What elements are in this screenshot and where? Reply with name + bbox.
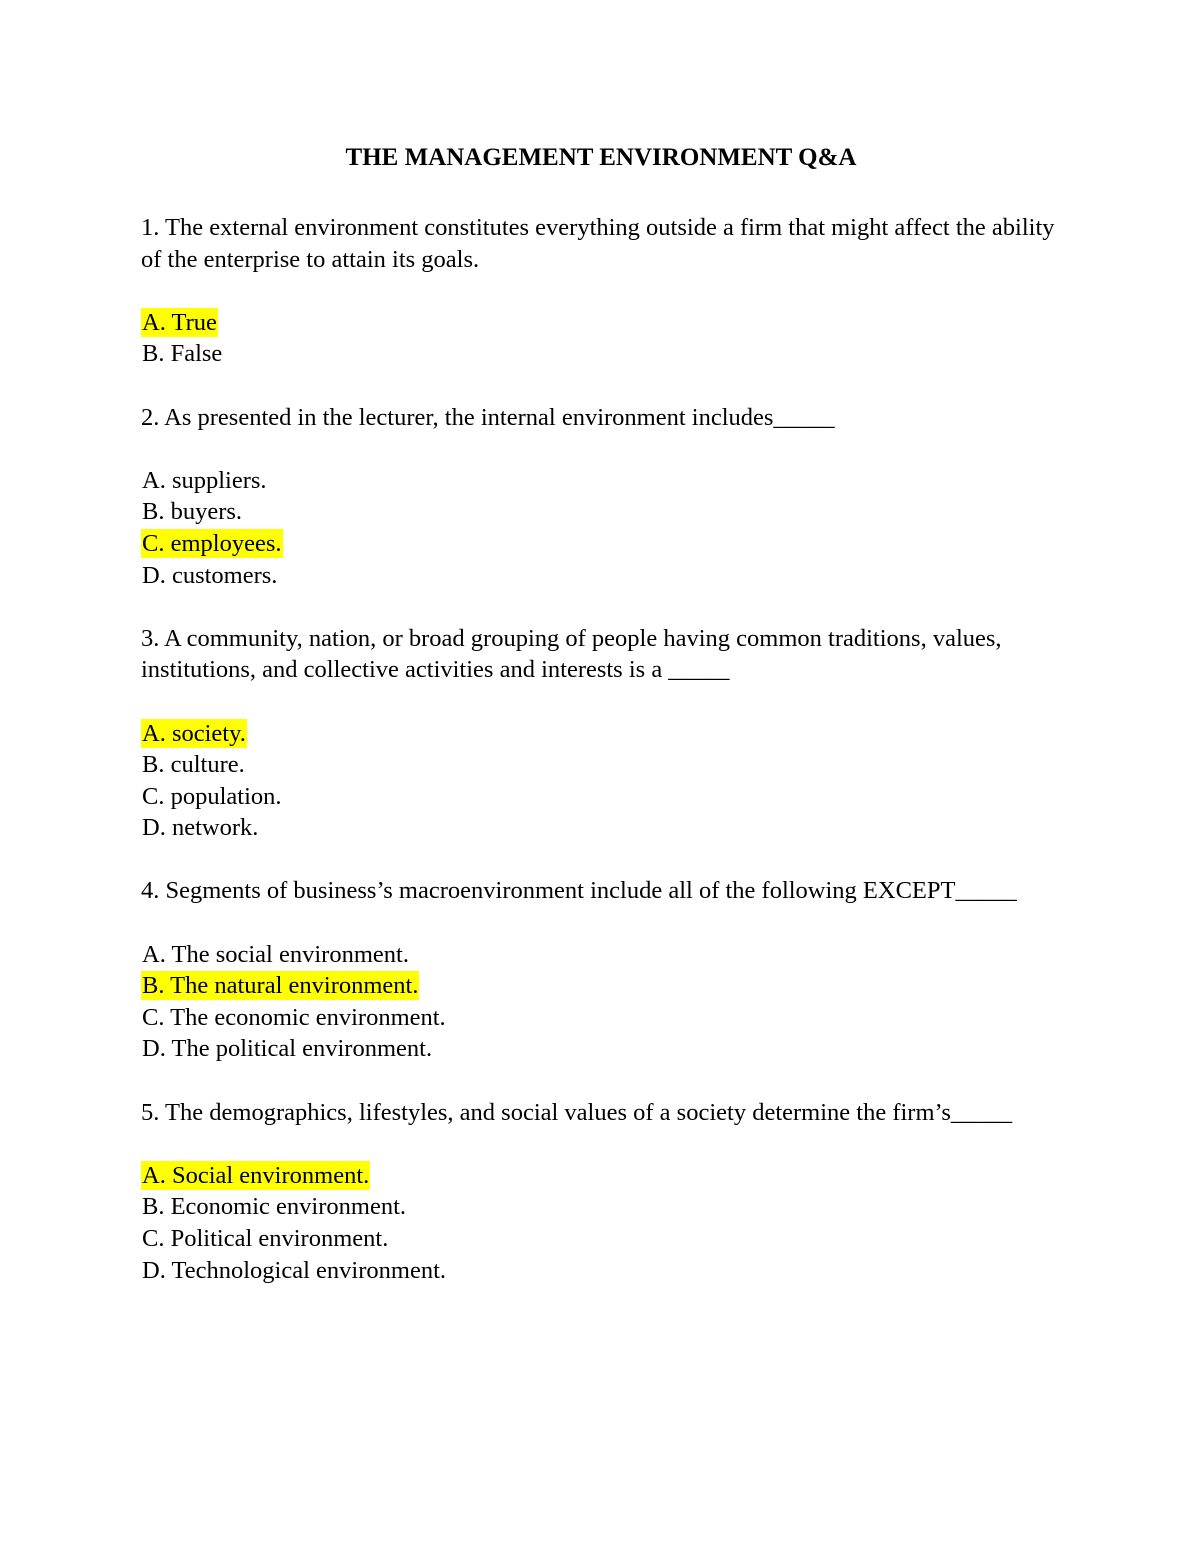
question-5 <box>141 1097 1061 1287</box>
answer-option <box>141 749 1061 781</box>
answer-option-text: C. employees. <box>142 529 282 557</box>
answer-option-text: A. True <box>142 308 217 336</box>
answer-option-text: A. suppliers. <box>142 466 267 494</box>
question-2 <box>141 402 1061 592</box>
question-text: 5. The demographics, lifestyles, and social values of a society determine the firm’s_____ <box>141 1098 1013 1126</box>
document-title: THE MANAGEMENT ENVIRONMENT Q&A <box>345 144 857 171</box>
question-4 <box>141 875 1061 1065</box>
question-3 <box>141 623 1061 844</box>
answer-option-text: D. network. <box>142 814 259 842</box>
answer-option <box>141 812 1061 844</box>
answer-option <box>141 496 1061 528</box>
answer-option <box>141 1160 1061 1192</box>
answer-options <box>141 465 1061 591</box>
question-text: 3. A community, nation, or broad grouping of people having common traditions, values, institutions, and collective activities and interests is a _____ <box>141 624 1002 684</box>
answer-options <box>141 939 1061 1065</box>
answer-option <box>141 1002 1061 1034</box>
answer-option <box>141 1033 1061 1065</box>
answer-option-text: C. Political environment. <box>142 1225 389 1252</box>
answer-option <box>141 528 1061 560</box>
answer-options <box>141 718 1061 844</box>
answer-option-text: B. False <box>142 340 223 368</box>
spacer <box>141 591 1061 623</box>
answer-option-text: A. The social environment. <box>142 940 409 968</box>
answer-option <box>141 307 1061 339</box>
answer-option-text: B. Economic environment. <box>142 1193 406 1221</box>
question-text: 4. Segments of business’s macroenvironment include all of the following EXCEPT_____ <box>141 877 1017 905</box>
answer-option-text: D. Technological environment. <box>142 1256 447 1284</box>
answer-option-text: A. Social environment. <box>142 1161 370 1189</box>
answer-option-text: B. culture. <box>142 751 245 779</box>
answer-option <box>141 465 1061 497</box>
answer-option <box>141 338 1061 370</box>
answer-option <box>141 560 1061 592</box>
answer-option <box>141 1223 1061 1255</box>
answer-option <box>141 718 1061 750</box>
answer-option-text: D. The political environment. <box>142 1035 433 1063</box>
question-text: 2. As presented in the lecturer, the internal environment includes_____ <box>141 403 835 431</box>
answer-option <box>141 939 1061 971</box>
answer-option-text: B. The natural environment. <box>142 972 419 1000</box>
spacer <box>141 1065 1061 1097</box>
answer-options <box>141 307 1061 370</box>
answer-option <box>141 970 1061 1002</box>
answer-option <box>141 1255 1061 1287</box>
question-1 <box>141 212 1061 370</box>
answer-options <box>141 1160 1061 1286</box>
answer-option <box>141 1191 1061 1223</box>
document-content <box>141 142 1061 1286</box>
spacer <box>141 844 1061 876</box>
answer-option-text: C. The economic environment. <box>142 1003 446 1031</box>
answer-option-text: A. society. <box>142 719 246 747</box>
answer-option-text: D. customers. <box>142 561 278 589</box>
answer-option <box>141 781 1061 813</box>
answer-option-text: C. population. <box>142 782 282 810</box>
spacer <box>141 370 1061 402</box>
answer-option-text: B. buyers. <box>142 498 243 526</box>
question-text: 1. The external environment constitutes everything outside a firm that might affect the ability of the enterprise to attain its goals. <box>141 214 1055 273</box>
